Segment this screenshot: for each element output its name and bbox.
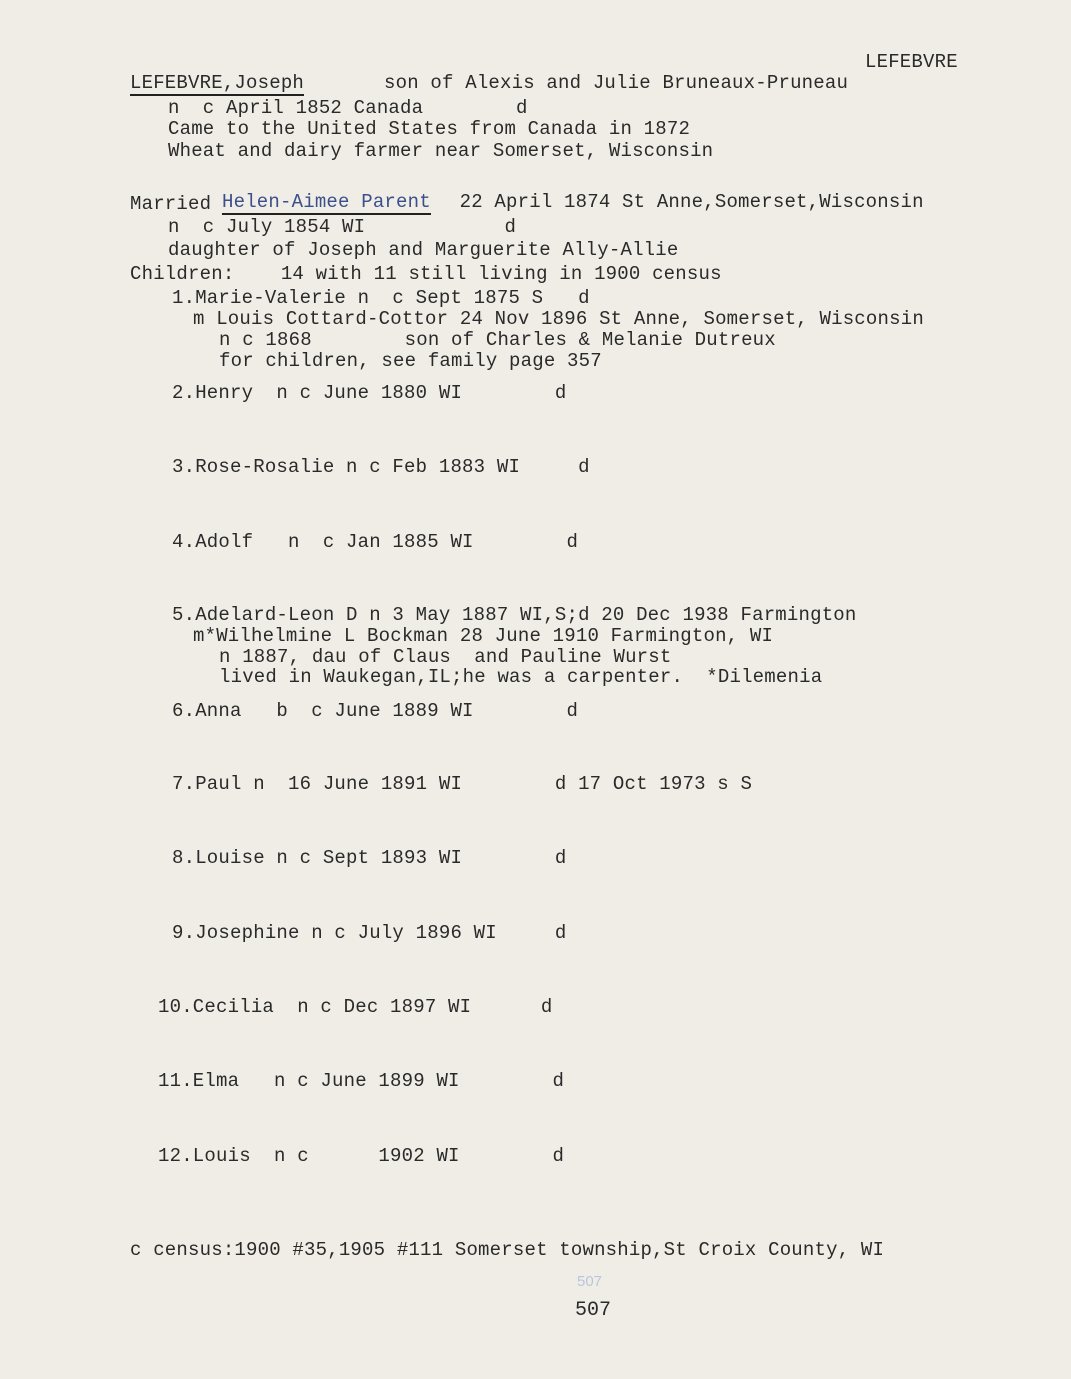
child-4: 4.Adolf n c Jan 1885 WI d — [172, 531, 579, 553]
child-2: 2.Henry n c June 1880 WI d — [172, 382, 567, 404]
child-12: 12.Louis n c 1902 WI d — [158, 1145, 565, 1167]
header-surname: LEFEBVRE — [865, 51, 958, 73]
head-immigration: Came to the United States from Canada in 1872 — [168, 118, 691, 140]
head-birth: n c April 1852 Canada d — [168, 97, 528, 119]
child-5-spouse-birth: n 1887, dau of Claus and Pauline Wurst — [219, 646, 672, 668]
faint-page-mark: 507 — [577, 1273, 603, 1290]
census-note: c census:1900 #35,1905 #111 Somerset township,St Croix County, WI — [130, 1239, 885, 1261]
child-9: 9.Josephine n c July 1896 WI d — [172, 922, 567, 944]
child-5-marriage: m*Wilhelmine L Bockman 28 June 1910 Farmington, WI — [193, 625, 774, 647]
child-5-residence: lived in Waukegan,IL;he was a carpenter. *Dilemenia — [219, 666, 823, 688]
head-name: LEFEBVRE,Joseph — [130, 72, 305, 94]
head-occupation: Wheat and dairy farmer near Somerset, Wisconsin — [168, 140, 714, 162]
spouse-marriage: 22 April 1874 St Anne,Somerset,Wisconsin — [448, 191, 924, 213]
child-1-marriage: m Louis Cottard-Cottor 24 Nov 1896 St Anne, Somerset, Wisconsin — [193, 308, 924, 330]
child-8: 8.Louise n c Sept 1893 WI d — [172, 847, 567, 869]
child-1-family-ref: for children, see family page 357 — [219, 350, 602, 372]
child-7: 7.Paul n 16 June 1891 WI d 17 Oct 1973 s S — [172, 773, 753, 795]
spouse-parents: daughter of Joseph and Marguerite Ally-Allie — [168, 239, 679, 261]
child-1: 1.Marie-Valerie n c Sept 1875 S d — [172, 287, 590, 309]
children-summary: Children: 14 with 11 still living in 1900 census — [130, 263, 722, 285]
child-10: 10.Cecilia n c Dec 1897 WI d — [158, 996, 553, 1018]
child-1-spouse-birth: n c 1868 son of Charles & Melanie Dutreux — [219, 329, 776, 351]
child-5: 5.Adelard-Leon D n 3 May 1887 WI,S;d 20 Dec 1938 Farmington — [172, 604, 857, 626]
child-3: 3.Rose-Rosalie n c Feb 1883 WI d — [172, 456, 590, 478]
spouse-name: Helen-Aimee Parent — [222, 191, 431, 213]
child-11: 11.Elma n c June 1899 WI d — [158, 1070, 565, 1092]
page-number: 507 — [575, 1299, 612, 1322]
head-parents: son of Alexis and Julie Bruneaux-Pruneau — [384, 72, 849, 94]
spouse-birth: n c July 1854 WI d — [168, 216, 517, 238]
spouse-prefix: Married — [130, 193, 212, 215]
child-6: 6.Anna b c June 1889 WI d — [172, 700, 579, 722]
